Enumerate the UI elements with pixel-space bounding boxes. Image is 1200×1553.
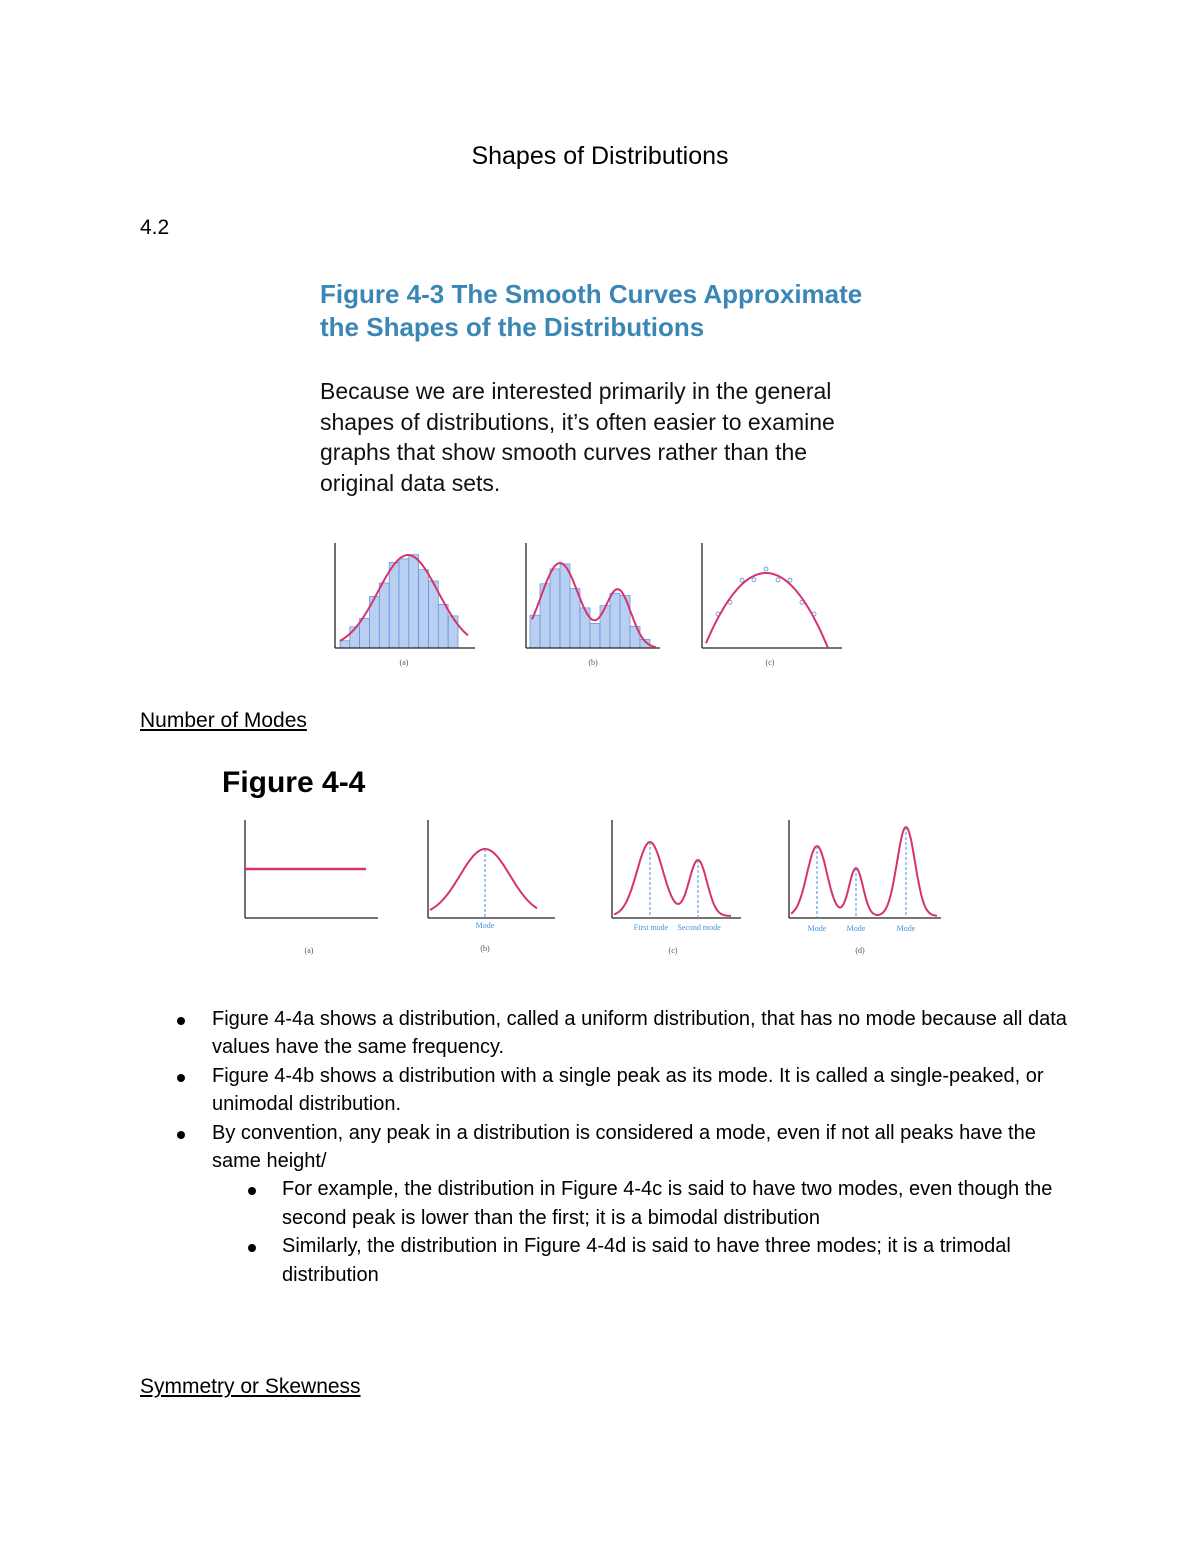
figure-4-4-panel-d [789, 820, 941, 955]
mode-label-1: Mode [807, 924, 827, 933]
first-mode-label: First mode [633, 923, 669, 932]
figure-4-3-graphs [320, 535, 880, 675]
histogram-bars-a [340, 555, 458, 648]
figure-4-4-panel-b [428, 820, 555, 953]
histogram-bar [448, 616, 458, 648]
figure-4-3-panel-c [702, 543, 842, 667]
figure-4-4-panel-c [612, 820, 741, 955]
histogram-bar [409, 555, 419, 648]
figure-4-3-title-line-2: the Shapes of the Distributions [320, 312, 705, 342]
histogram-bar [360, 618, 370, 648]
bimodal-curve [614, 842, 731, 916]
smooth-curve-c [706, 573, 828, 648]
bullet-unimodal: Figure 4-4b shows a distribution with a single peak as its mode. It is called a single-peaked, or unimodal distribution. [140, 1062, 1080, 1119]
histogram-bar [550, 569, 560, 648]
data-points-c [716, 567, 816, 616]
sub-bullet-bimodal: For example, the distribution in Figure 4-4c is said to have two modes, even though the second peak is lower than the first; it is a bimodal distribution [140, 1175, 1080, 1232]
panel-label-c: (c) [668, 946, 678, 955]
figure-4-3-title-line-1: Figure 4-3 The Smooth Curves Approximate [320, 279, 863, 309]
modes-bullet-list [140, 1005, 1080, 1289]
histogram-bar [610, 593, 620, 648]
data-point [776, 578, 780, 582]
section-number: 4.2 [140, 216, 170, 239]
histogram-bar [399, 559, 409, 648]
panel-label-c: (c) [765, 658, 775, 667]
histogram-bar [570, 589, 580, 649]
histogram-bar [590, 623, 600, 648]
histogram-bar [600, 606, 610, 648]
figure-4-3-text-line: original data sets. [320, 469, 501, 496]
symmetry-or-skewness-heading: Symmetry or Skewness [140, 1375, 361, 1398]
histogram-bar [379, 583, 389, 648]
panel-label-b: (b) [588, 658, 598, 667]
bullet-convention: By convention, any peak in a distribution is considered a mode, even if not all peaks have the same height/ [140, 1119, 1080, 1176]
figure-4-3-text-line: graphs that show smooth curves rather than the [320, 439, 808, 465]
histogram-bar [560, 564, 570, 648]
second-mode-label: Second mode [677, 923, 721, 932]
histogram-bar [580, 608, 590, 648]
histogram-bar [438, 604, 448, 648]
trimodal-curve [791, 827, 937, 916]
mode-label-2: Mode [846, 924, 866, 933]
unimodal-curve [430, 849, 537, 910]
document-title: Shapes of Distributions [471, 142, 729, 170]
mode-label-3: Mode [896, 924, 916, 933]
data-point [752, 578, 756, 582]
figure-4-3-description [320, 376, 920, 498]
histogram-bar [389, 563, 399, 649]
histogram-bar [530, 615, 540, 648]
mode-label: Mode [475, 921, 495, 930]
data-point [764, 567, 768, 571]
bullet-uniform: Figure 4-4a shows a distribution, called a uniform distribution, that has no mode because all data values have the same frequency. [140, 1005, 1080, 1062]
panel-label-a: (a) [304, 946, 314, 955]
figure-4-4-title: Figure 4-4 [222, 766, 366, 799]
histogram-bar [340, 641, 350, 648]
histogram-bar [419, 570, 429, 648]
figure-4-4-panel-a [245, 820, 378, 955]
figure-4-3-panel-b [526, 543, 660, 667]
figure-4-3-text-line: shapes of distributions, it’s often easier to examine [320, 408, 835, 435]
figure-4-3-text-line: Because we are interested primarily in the general [320, 378, 832, 404]
number-of-modes-heading: Number of Modes [140, 709, 307, 732]
sub-bullet-trimodal: Similarly, the distribution in Figure 4-4d is said to have three modes; it is a trimodal distribution [140, 1232, 1080, 1289]
panel-label-a: (a) [399, 658, 409, 667]
figure-4-4-graphs [225, 812, 955, 962]
panel-label-b: (b) [480, 944, 490, 953]
figure-4-3-panel-a [335, 543, 475, 667]
panel-label-d: (d) [855, 946, 865, 955]
figure-4-3-title [320, 278, 920, 344]
